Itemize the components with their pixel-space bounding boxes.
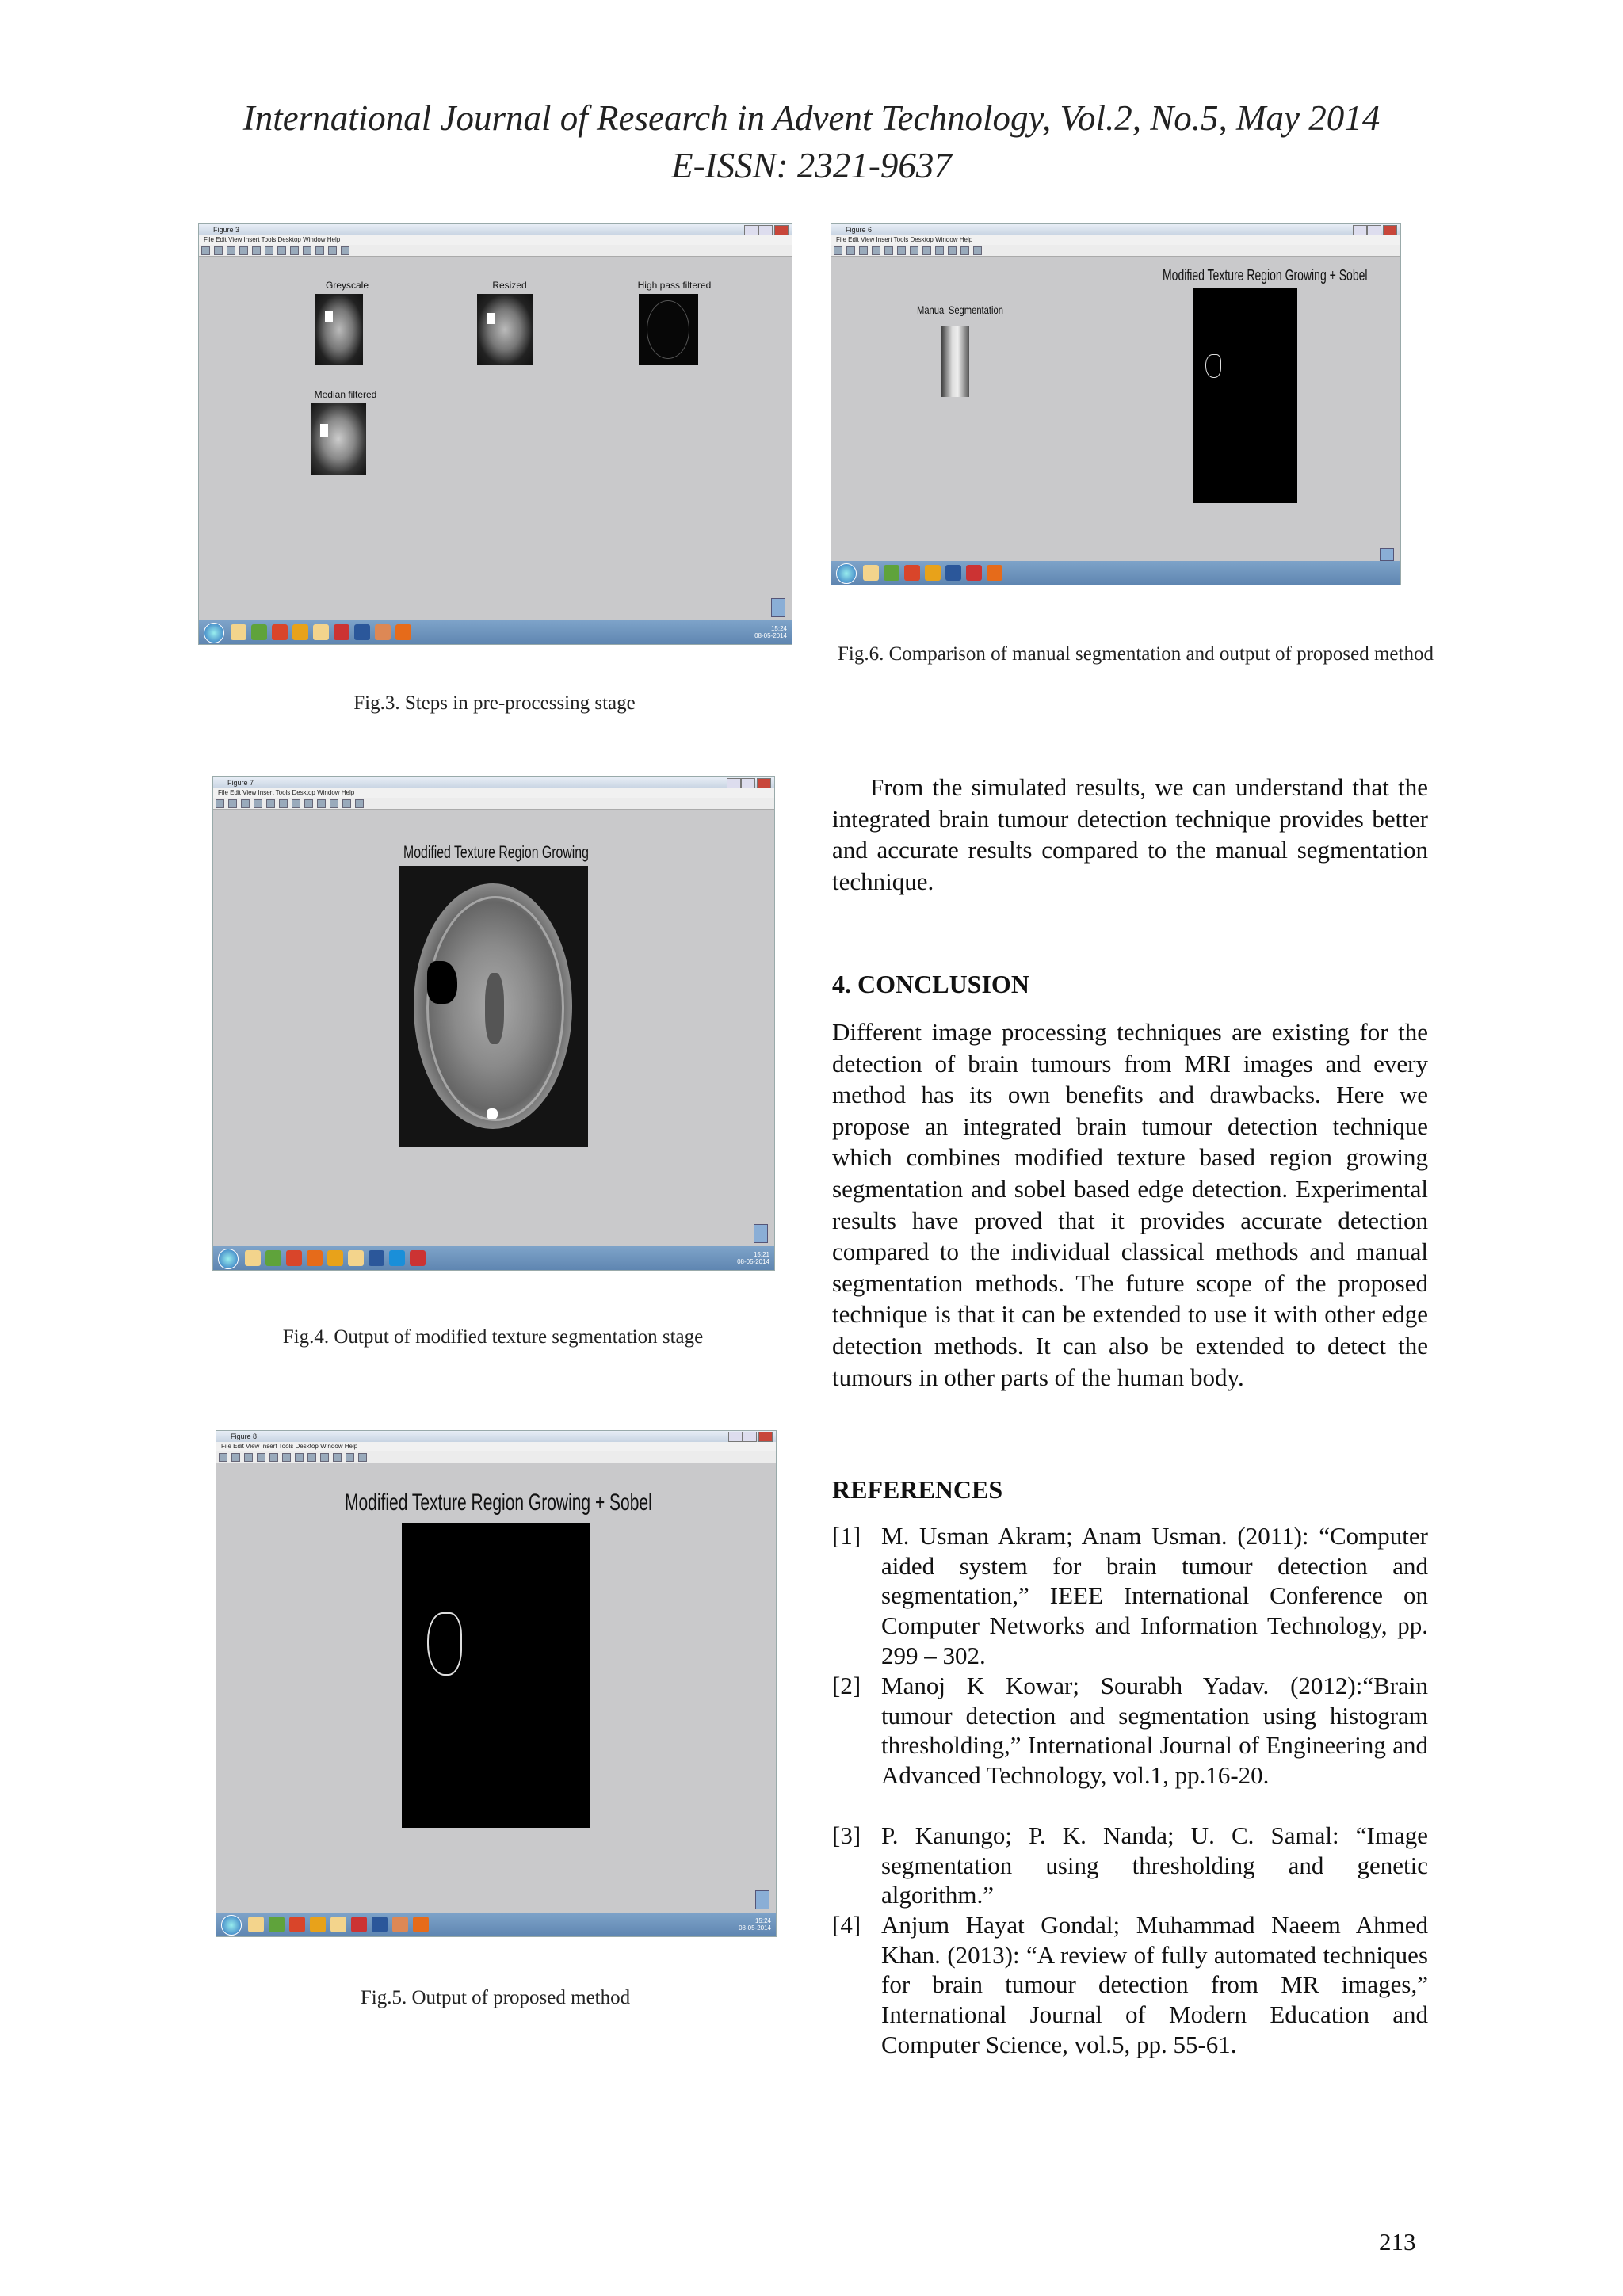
maximize-button[interactable] xyxy=(1367,225,1381,235)
media-icon[interactable] xyxy=(310,1917,326,1932)
label-manual-segmentation: Manual Segmentation xyxy=(917,303,1003,316)
window-titlebar xyxy=(199,224,792,235)
journal-title: International Journal of Research in Advent Technology, Vol.2, No.5, May 2014 xyxy=(242,98,1381,138)
scroll-up-button[interactable] xyxy=(1380,548,1394,561)
conclusion-heading: 4. CONCLUSION xyxy=(832,970,1029,998)
skype-icon[interactable] xyxy=(389,1250,405,1266)
close-button[interactable] xyxy=(758,1432,773,1442)
label-modified-texture-sobel: Modified Texture Region Growing + Sobel xyxy=(345,1489,652,1516)
journal-issn: E-ISSN: 2321-9637 xyxy=(671,146,952,185)
mri-median-filtered-image xyxy=(311,403,366,475)
start-icon[interactable] xyxy=(218,1249,239,1269)
close-button[interactable] xyxy=(757,778,771,788)
reference-item xyxy=(832,1910,1428,2060)
fig4-screenshot xyxy=(212,776,775,1271)
label-median-filtered: Median filtered xyxy=(314,389,377,400)
mri-greyscale-image xyxy=(315,294,363,365)
reference-text: M. Usman Akram; Anam Usman. (2011): “Computer aided system for brain tumour detection and segmentation,” IEEE International Conference on Computer Networks and Information Technology, pp. 299 – 302. xyxy=(881,1522,1428,1669)
references-heading: REFERENCES xyxy=(832,1475,1003,1504)
reference-text: Anjum Hayat Gondal; Muhammad Naeem Ahmed Khan. (2013): “A review of fully automated techniques for brain tumour detection from MR images,” International Journal of Modern Education and Computer Science, vol.5, pp. 55-61. xyxy=(881,1911,1428,2058)
minimize-button[interactable] xyxy=(744,225,758,235)
matlab-icon[interactable] xyxy=(307,1250,323,1266)
fig5-caption: Fig.5. Output of proposed method xyxy=(360,1987,631,2008)
clock: 15:24 08-05-2014 xyxy=(739,1917,771,1932)
windows-taskbar xyxy=(216,1913,776,1936)
window-titlebar xyxy=(831,224,1400,235)
pdf-icon[interactable] xyxy=(351,1917,367,1932)
toolbar xyxy=(199,245,792,257)
matlab-icon[interactable] xyxy=(413,1917,429,1932)
window-title: Figure 3 xyxy=(213,226,240,234)
reference-text: Manoj K Kowar; Sourabh Yadav. (2012):“Brain tumour detection and segmentation using histogram thresholding,” International Journal of Engineering and Advanced Technology, vol.1, pp.16-20. xyxy=(881,1672,1428,1790)
scroll-up-button[interactable] xyxy=(754,1224,768,1243)
windows-taskbar xyxy=(199,620,792,644)
fig6-screenshot xyxy=(831,223,1401,585)
close-button[interactable] xyxy=(1383,225,1397,235)
word-icon[interactable] xyxy=(369,1250,384,1266)
page-number: 213 xyxy=(1379,2228,1416,2256)
chrome-icon[interactable] xyxy=(286,1250,302,1266)
menu-bar[interactable]: File Edit View Insert Tools Desktop Window Help xyxy=(216,1442,776,1451)
manual-segmentation-image xyxy=(941,326,969,397)
folder-icon[interactable] xyxy=(348,1250,364,1266)
maximize-button[interactable] xyxy=(758,225,773,235)
close-button[interactable] xyxy=(774,225,789,235)
fig3-screenshot xyxy=(198,223,792,645)
sobel-output-image xyxy=(1193,288,1297,503)
mri-resized-image xyxy=(477,294,533,365)
clock: 15:21 08-05-2014 xyxy=(737,1251,769,1265)
toolbar xyxy=(831,245,1400,257)
window-title: Figure 8 xyxy=(231,1432,258,1440)
label-resized: Resized xyxy=(492,280,527,291)
explorer-icon[interactable] xyxy=(245,1250,261,1266)
minimize-button[interactable] xyxy=(1353,225,1367,235)
reference-item xyxy=(832,1821,1428,1910)
label-greyscale: Greyscale xyxy=(325,280,369,291)
toolbar xyxy=(213,798,774,810)
app-icon[interactable] xyxy=(269,1917,285,1932)
chrome-icon[interactable] xyxy=(904,565,920,581)
windows-taskbar xyxy=(213,1246,774,1270)
pdf-icon[interactable] xyxy=(334,624,349,640)
window-titlebar xyxy=(213,777,774,788)
minimize-button[interactable] xyxy=(727,778,741,788)
windows-taskbar xyxy=(831,561,1400,585)
minimize-button[interactable] xyxy=(728,1432,743,1442)
maximize-button[interactable] xyxy=(743,1432,757,1442)
fig3-caption: Fig.3. Steps in pre-processing stage xyxy=(353,692,636,714)
window-title: Figure 6 xyxy=(846,226,873,234)
reference-number: [1] xyxy=(832,1522,861,1550)
explorer-icon[interactable] xyxy=(231,624,246,640)
app-icon[interactable] xyxy=(265,1250,281,1266)
paint-icon[interactable] xyxy=(375,624,391,640)
label-modified-texture-sobel: Modified Texture Region Growing + Sobel xyxy=(1163,267,1368,284)
pdf-icon[interactable] xyxy=(966,565,982,581)
mri-high-pass-image xyxy=(639,294,698,365)
menu-bar[interactable]: File Edit View Insert Tools Desktop Window Help xyxy=(831,235,1400,245)
toolbar xyxy=(216,1451,776,1463)
label-high-pass-filtered: High pass filtered xyxy=(637,280,712,291)
chrome-icon[interactable] xyxy=(272,624,288,640)
folder-icon[interactable] xyxy=(330,1917,346,1932)
reference-number: [3] xyxy=(832,1821,861,1849)
scroll-up-button[interactable] xyxy=(755,1890,769,1909)
matlab-icon[interactable] xyxy=(395,624,411,640)
explorer-icon[interactable] xyxy=(863,565,879,581)
word-icon[interactable] xyxy=(354,624,370,640)
start-icon[interactable] xyxy=(204,623,224,643)
window-title: Figure 7 xyxy=(227,779,254,787)
label-modified-texture: Modified Texture Region Growing xyxy=(403,842,589,862)
menu-bar[interactable]: File Edit View Insert Tools Desktop Window Help xyxy=(213,788,774,798)
reference-item xyxy=(832,1521,1428,1671)
media-icon[interactable] xyxy=(292,624,308,640)
media-icon[interactable] xyxy=(327,1250,343,1266)
conclusion-text: Different image processing techniques are existing for the detection of brain tumours from MRI images and every method has its own benefits and drawbacks. Here we propose an integrated brain tumour detection technique which combines modified texture based region growing segmentation and sobel based edge detection. Experimental results have proved that it provides accurate detection compared to the individual classical methods and manual segmentation methods. The future scope of the proposed technique is that it can be extended to use it with other edge detection methods. It can also be extended to detect the tumours in other parts of the human body. xyxy=(832,1018,1428,1391)
matlab-icon[interactable] xyxy=(987,565,1002,581)
start-icon[interactable] xyxy=(221,1915,242,1936)
app-icon[interactable] xyxy=(251,624,267,640)
fig5-screenshot xyxy=(216,1430,777,1937)
folder-icon[interactable] xyxy=(313,624,329,640)
start-icon[interactable] xyxy=(836,563,857,584)
media-icon[interactable] xyxy=(925,565,941,581)
chrome-icon[interactable] xyxy=(289,1917,305,1932)
pdf-icon[interactable] xyxy=(410,1250,426,1266)
reference-number: [2] xyxy=(832,1672,861,1699)
reference-number: [4] xyxy=(832,1911,861,1939)
explorer-icon[interactable] xyxy=(248,1917,264,1932)
maximize-button[interactable] xyxy=(741,778,755,788)
word-icon[interactable] xyxy=(372,1917,388,1932)
reference-text: P. Kanungo; P. K. Nanda; U. C. Samal: “Image segmentation using thresholding and genetic algorithm.” xyxy=(881,1821,1428,1909)
fig6-caption: Fig.6. Comparison of manual segmentation and output of proposed method xyxy=(838,643,1434,665)
paint-icon[interactable] xyxy=(392,1917,408,1932)
reference-item xyxy=(832,1671,1428,1791)
results-paragraph: From the simulated results, we can understand that the integrated brain tumour detection technique provides better and accurate results compared to the manual segmentation technique. xyxy=(832,773,1428,895)
scroll-up-button[interactable] xyxy=(771,598,785,617)
word-icon[interactable] xyxy=(945,565,961,581)
clock: 15:24 08-05-2014 xyxy=(754,625,787,639)
sobel-output-image xyxy=(402,1523,590,1828)
window-titlebar xyxy=(216,1431,776,1442)
app-icon[interactable] xyxy=(884,565,899,581)
menu-bar[interactable]: File Edit View Insert Tools Desktop Window Help xyxy=(199,235,792,245)
fig4-caption: Fig.4. Output of modified texture segmentation stage xyxy=(282,1326,704,1348)
mri-segmented-image xyxy=(399,866,588,1147)
